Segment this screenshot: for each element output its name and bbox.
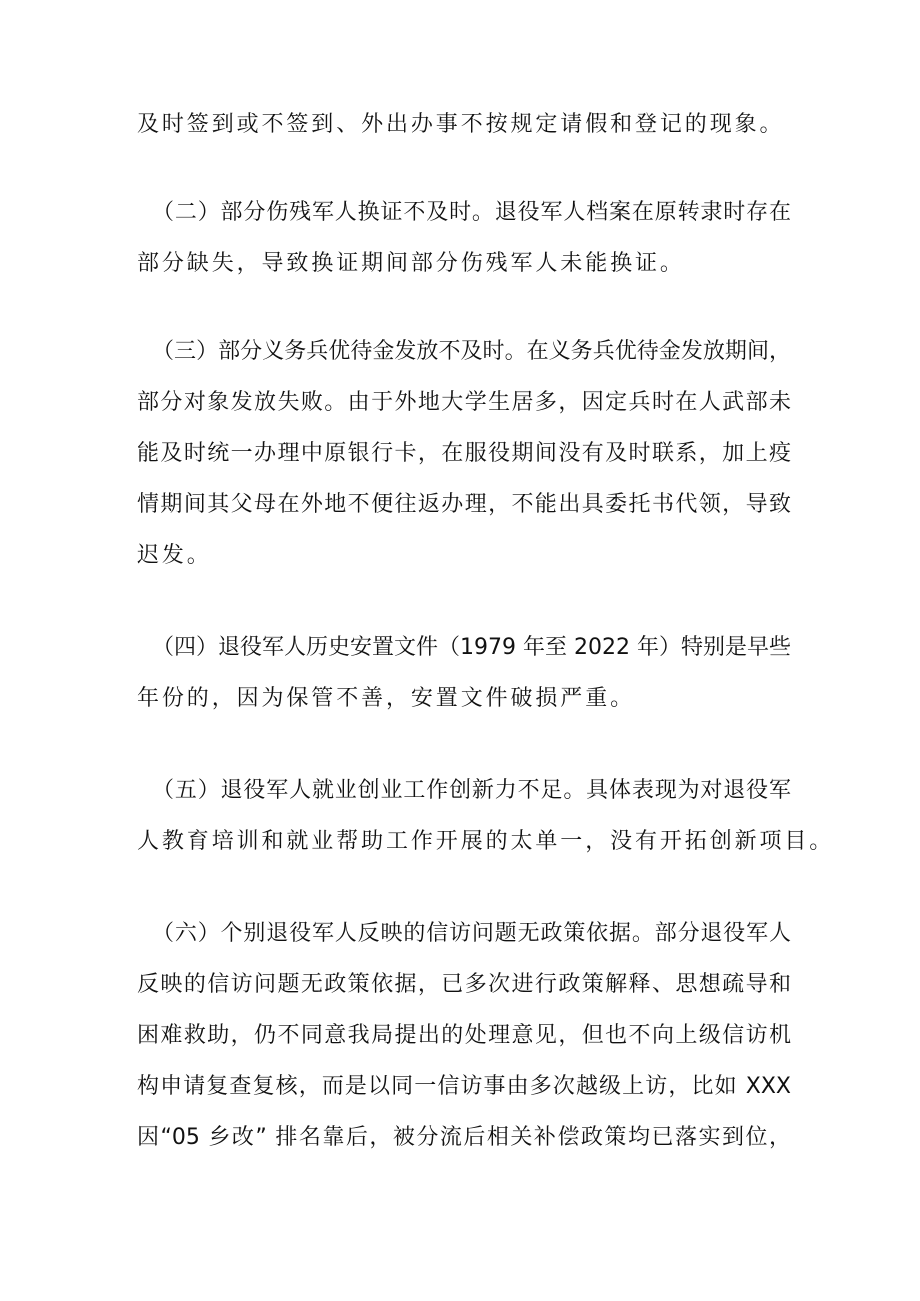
- paragraph-6-line-3: 困难救助，仍不同意我局提出的处理意见，但也不向上级信访机: [137, 1023, 791, 1048]
- paragraph-2-line-1: （二）部分伤残军人换证不及时。退役军人档案在原转隶时存在: [152, 200, 791, 225]
- paragraph-3-line-1: （三）部分义务兵优待金发放不及时。在义务兵优待金发放期间，: [152, 339, 791, 364]
- paragraph-4-line-1: （四）退役军人历史安置文件（1979 年至 2022 年）特别是早些: [152, 635, 791, 660]
- paragraph-3-line-3: 能及时统一办理中原银行卡，在服役期间没有及时联系，加上疫: [137, 441, 791, 466]
- paragraph-5-line-1: （五）退役军人就业创业工作创新力不足。具体表现为对退役军: [152, 778, 791, 803]
- paragraph-6-line-5: 因“05 乡改” 排名靠后，被分流后相关补偿政策均已落实到位，: [137, 1125, 791, 1150]
- paragraph-3-line-4: 情期间其父母在外地不便往返办理，不能出具委托书代领，导致: [137, 492, 791, 517]
- paragraph-6-line-1: （六）个别退役军人反映的信访问题无政策依据。部分退役军人: [152, 921, 791, 946]
- paragraph-4-line-2: 年份的，因为保管不善，安置文件破损严重。: [137, 686, 636, 711]
- paragraph-6-line-2: 反映的信访问题无政策依据，已多次进行政策解释、思想疏导和: [137, 972, 791, 997]
- paragraph-2-line-2: 部分缺失，导致换证期间部分伤残军人未能换证。: [137, 251, 685, 276]
- paragraph-3-line-5: 迟发。: [137, 543, 212, 568]
- paragraph-1-line-1: 及时签到或不签到、外出办事不按规定请假和登记的现象。: [137, 112, 785, 137]
- paragraph-5-line-2: 人教育培训和就业帮助工作开展的太单一，没有开拓创新项目。: [137, 829, 835, 854]
- paragraph-6-line-4: 构申请复查复核，而是以同一信访事由多次越级上访，比如 XXX: [137, 1074, 791, 1099]
- paragraph-3-line-2: 部分对象发放失败。由于外地大学生居多，因定兵时在人武部未: [137, 390, 791, 415]
